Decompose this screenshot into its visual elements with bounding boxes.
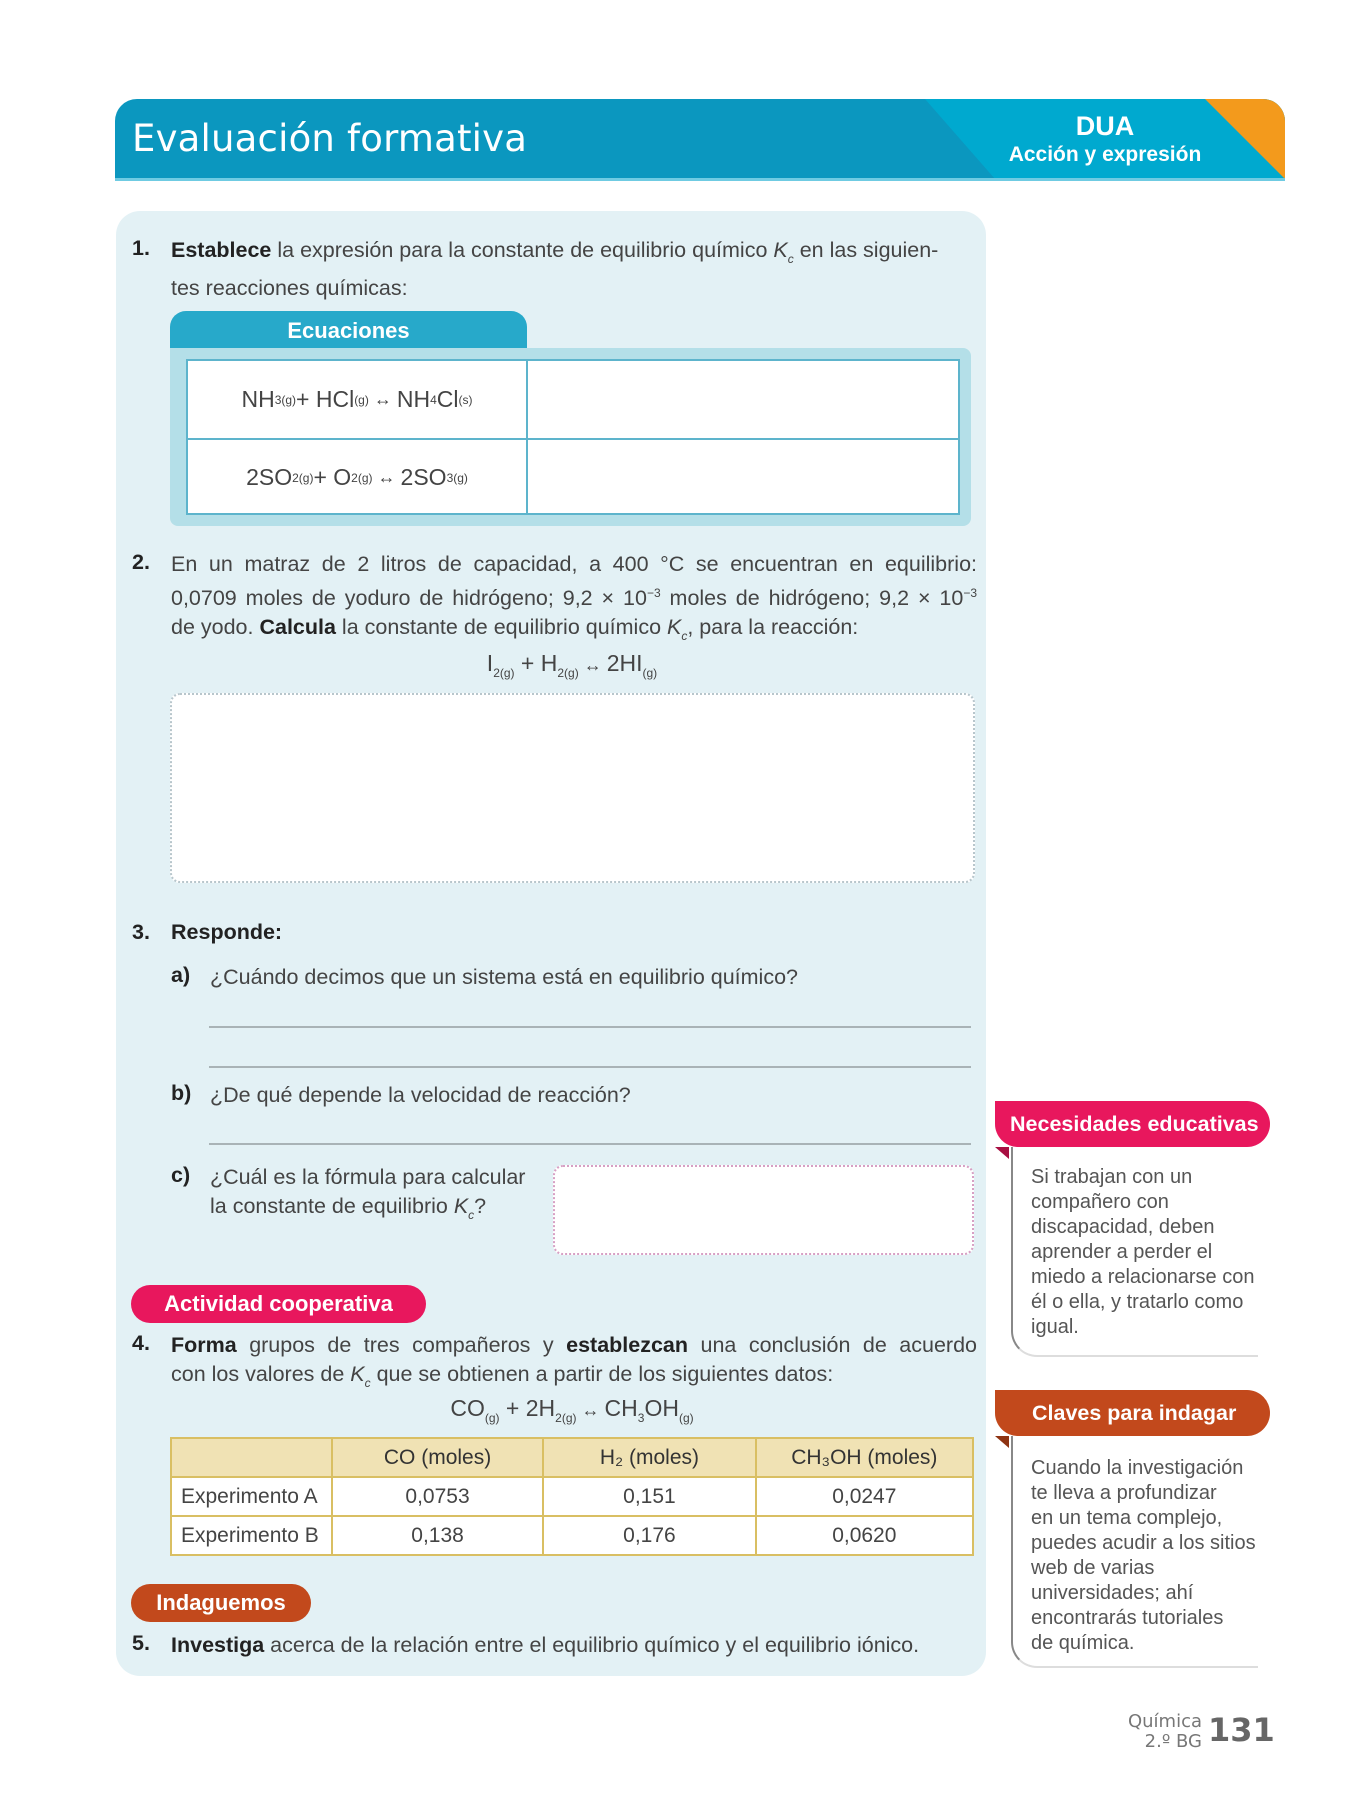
eq-term: 2SO — [246, 464, 293, 490]
claves-para-indagar-header: Claves para indagar — [995, 1390, 1270, 1436]
tip-line: Cuando la investigación — [1031, 1457, 1244, 1479]
question-1-text-part: en las siguien- — [793, 238, 939, 262]
question-4-equation — [170, 1395, 974, 1425]
dua-subtitle: Acción y expresión — [1008, 143, 1202, 166]
kc-subscript: c — [681, 629, 688, 643]
equation-cell — [188, 361, 528, 438]
equilibrium-arrow-icon: ↔ — [372, 467, 401, 487]
tip-line: web de varias — [1031, 1557, 1155, 1579]
item-c-text: ¿Cuál es la fórmula para calcular — [210, 1165, 526, 1189]
eq-term: + H — [514, 650, 558, 676]
fold-corner — [995, 1436, 1009, 1448]
question-1-text-part: la expresión para la constante de equilibrio químico — [271, 238, 774, 262]
question-5-number: 5. — [132, 1631, 150, 1655]
tip-line: él o ella, y tratarlo como — [1031, 1291, 1244, 1313]
question-1-text-line2: tes reacciones químicas: — [171, 276, 408, 300]
kc-symbol: K — [350, 1362, 365, 1386]
item-c-text: ? — [474, 1194, 487, 1218]
item-c-question — [210, 1163, 525, 1230]
experiment-data-table — [170, 1437, 974, 1556]
question-2-number: 2. — [132, 550, 150, 574]
footer-subject-name: Química — [1127, 1711, 1202, 1732]
eq-term: CO — [450, 1395, 485, 1421]
kc-symbol: K — [453, 1194, 469, 1218]
tip-line: puedes acudir a los sitios — [1031, 1532, 1256, 1554]
question-4-verb: Forma — [171, 1333, 237, 1357]
question-3-title: Responde: — [171, 920, 283, 944]
kc-subscript: c — [468, 1208, 475, 1222]
question-5-verb: Investiga — [171, 1633, 265, 1657]
tip-line: discapacidad, deben — [1031, 1216, 1215, 1238]
fold-corner — [995, 1147, 1009, 1159]
footer-subject — [1100, 1712, 1202, 1752]
equation-cell — [188, 440, 528, 515]
table-cell: 0,151 — [543, 1477, 755, 1516]
eq-sub: 2(g) — [555, 1411, 577, 1425]
item-a-question: ¿Cuándo decimos que un sistema está en equilibrio químico? — [210, 965, 798, 989]
badge-indaguemos: Indaguemos — [131, 1584, 311, 1622]
question-4-line1 — [171, 1331, 977, 1360]
eq-sub: (g) — [642, 666, 658, 680]
question-2-line1: En un matraz de 2 litros de capacidad, a 400 °C se encuentran en equilibrio: — [171, 552, 977, 576]
table-header-cell: H₂ (moles) — [543, 1438, 755, 1477]
tip-line: Si trabajan con un — [1031, 1166, 1193, 1188]
kc-answer-cell[interactable] — [528, 361, 958, 438]
eq-sub: 4 — [430, 392, 437, 407]
kc-subscript: c — [787, 252, 794, 266]
page-number: 131 — [1208, 1711, 1275, 1749]
kc-symbol: K — [667, 615, 682, 639]
tip-line: de química. — [1031, 1632, 1135, 1654]
table-header-cell: CO (moles) — [332, 1438, 543, 1477]
equation-row — [188, 438, 958, 515]
eq-term: + HCl — [296, 386, 355, 412]
tip-line: miedo a relacionarse con — [1031, 1266, 1255, 1288]
eq-term: OH — [644, 1395, 679, 1421]
header-underline — [115, 178, 1285, 181]
question-2-equation — [170, 650, 974, 680]
table-row — [171, 1477, 973, 1516]
section-title: Evaluación formativa — [132, 117, 528, 160]
section-header — [115, 99, 1285, 179]
item-a-letter: a) — [171, 963, 191, 987]
tip-line: universidades; ahí — [1031, 1582, 1194, 1604]
kc-symbol: K — [773, 238, 788, 262]
kc-subscript: c — [364, 1376, 371, 1390]
question-1-verb: Establece — [171, 238, 272, 262]
table-cell: 0,176 — [543, 1516, 755, 1555]
eq-sub: 3(g) — [446, 470, 468, 485]
badge-actividad-cooperativa: Actividad cooperativa — [131, 1285, 426, 1323]
kc-answer-cell[interactable] — [528, 440, 958, 515]
item-c-answer-box[interactable] — [553, 1165, 974, 1255]
tip-line: encontrarás tutoriales — [1031, 1607, 1224, 1629]
tip-line: igual. — [1031, 1316, 1079, 1338]
table-cell: 0,0620 — [756, 1516, 973, 1555]
eq-sub: 2(g) — [557, 666, 579, 680]
q2-text: , para la reacción: — [687, 615, 859, 639]
q2-exponent: −3 — [646, 586, 661, 600]
table-row — [171, 1516, 973, 1555]
table-row-label: Experimento A — [171, 1477, 332, 1516]
item-b-answer-line[interactable] — [209, 1143, 971, 1145]
q2-text: moles de hidrógeno; 9,2 × 10 — [660, 586, 964, 610]
eq-term: 2HI — [606, 650, 643, 676]
table-header-cell — [171, 1438, 332, 1477]
eq-sub: 3 — [637, 1411, 645, 1425]
eq-sub: (g) — [484, 1411, 500, 1425]
q2-text: de yodo. — [171, 615, 260, 639]
eq-term: Cl — [436, 386, 459, 412]
table-cell: 0,0753 — [332, 1477, 543, 1516]
necesidades-educativas-text — [1031, 1165, 1271, 1340]
eq-term: NH — [396, 386, 431, 412]
equilibrium-arrow-icon: ↔ — [578, 655, 607, 675]
tip-line: en un tema complejo, — [1031, 1507, 1223, 1529]
equation-row — [188, 361, 958, 438]
question-4-number: 4. — [132, 1331, 150, 1355]
q2-text: la constante de equilibrio químico — [335, 615, 668, 639]
question-1-number: 1. — [132, 236, 150, 260]
table-header-row — [171, 1438, 973, 1477]
equations-table-header: Ecuaciones — [170, 311, 527, 351]
eq-term: 2SO — [400, 464, 447, 490]
eq-term: CH — [604, 1395, 638, 1421]
equilibrium-arrow-icon: ↔ — [368, 389, 397, 409]
table-cell: 0,0247 — [756, 1477, 973, 1516]
question-1-text — [171, 236, 981, 303]
question-4-verb: establezcan — [566, 1333, 689, 1357]
table-row-label: Experimento B — [171, 1516, 332, 1555]
item-c-letter: c) — [171, 1163, 191, 1187]
table-header-cell: CH₃OH (moles) — [756, 1438, 973, 1477]
eq-sub: (g) — [678, 1411, 694, 1425]
q4-text: que se obtienen a partir de los siguientes datos: — [370, 1362, 834, 1386]
eq-sub: 2(g) — [493, 666, 515, 680]
question-4-text — [171, 1331, 977, 1398]
eq-term: NH — [241, 386, 275, 412]
q4-text: con los valores de — [171, 1362, 351, 1386]
item-a-answer-line-1[interactable] — [209, 1026, 971, 1028]
eq-term: + O — [313, 464, 352, 490]
q4-text: una conclusión de acuerdo — [688, 1333, 977, 1357]
eq-sub: 3(g) — [274, 392, 297, 407]
q2-exponent: −3 — [963, 586, 978, 600]
question-2-answer-box[interactable] — [170, 693, 975, 883]
q5-text: acerca de la relación entre el equilibrio químico y el equilibrio iónico. — [264, 1633, 920, 1657]
question-4-line2 — [171, 1360, 977, 1398]
eq-term: + 2H — [499, 1395, 556, 1421]
item-a-answer-line-2[interactable] — [209, 1066, 971, 1068]
tip-line: aprender a perder el — [1031, 1241, 1213, 1263]
eq-sub: 2(g) — [351, 470, 373, 485]
item-c-text: la constante de equilibrio — [210, 1194, 454, 1218]
q4-text: grupos de tres compañeros y — [236, 1333, 567, 1357]
table-cell: 0,138 — [332, 1516, 543, 1555]
claves-para-indagar-text — [1031, 1456, 1271, 1656]
eq-term: I — [486, 650, 494, 676]
question-2-verb: Calcula — [259, 615, 336, 639]
item-b-question: ¿De qué depende la velocidad de reacción? — [210, 1083, 631, 1107]
tip-line: te lleva a profundizar — [1031, 1482, 1217, 1504]
question-2-line2 — [171, 579, 977, 613]
eq-sub: (s) — [458, 392, 473, 407]
tip-line: compañero con — [1031, 1191, 1169, 1213]
question-2-line3 — [171, 613, 977, 651]
eq-sub: 2(g) — [292, 470, 314, 485]
equations-table — [186, 359, 960, 515]
eq-sub: (g) — [354, 392, 369, 407]
footer-grade: 2.º BG — [1144, 1731, 1202, 1752]
item-b-letter: b) — [171, 1081, 192, 1105]
equilibrium-arrow-icon: ↔ — [576, 1400, 605, 1420]
necesidades-educativas-header: Necesidades educativas — [995, 1101, 1270, 1147]
question-5-text — [171, 1631, 981, 1660]
question-2-text — [171, 550, 977, 651]
dua-title: DUA — [1075, 111, 1135, 141]
question-3-number: 3. — [132, 920, 150, 944]
q2-text: 0,0709 moles de yoduro de hidrógeno; 9,2 × 10 — [171, 586, 647, 610]
